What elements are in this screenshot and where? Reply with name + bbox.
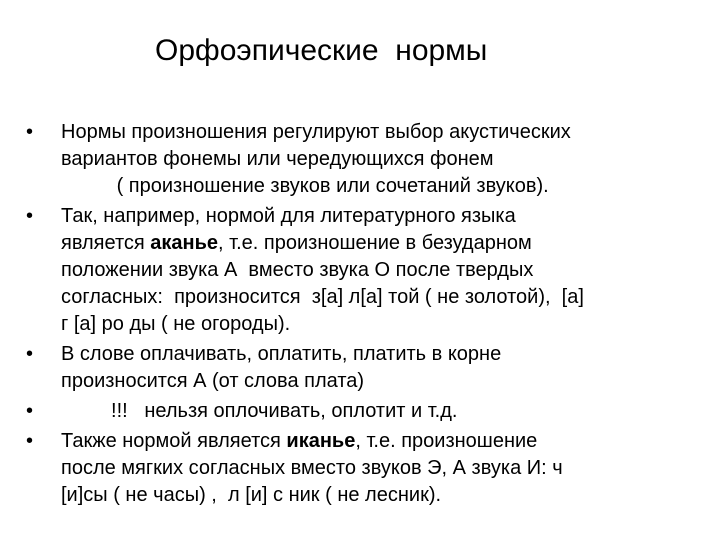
bullet-text-2 — [61, 203, 711, 338]
bullet-2-line-3: положении звука А вместо звука О после твердых — [61, 259, 534, 281]
term-ikanye: иканье — [286, 430, 356, 452]
bullet-2-line-2-prefix: является — [61, 232, 151, 254]
bullet-dot: • — [26, 400, 34, 422]
bullet-3-line-1: В слове оплачивать, оплатить, платить в корне — [61, 343, 502, 365]
bullet-text-4 — [61, 398, 711, 425]
bullet-5-line-3: [и]сы ( не часы) , л [и] с ник ( не лесник). — [61, 484, 442, 506]
bullet-5-line-1-suffix: , т.е. произношение — [355, 430, 538, 452]
bullet-1-line-2: вариантов фонемы или чередующихся фонем — [61, 148, 494, 170]
bullet-dot: • — [26, 121, 34, 143]
term-akanye: аканье — [150, 232, 219, 254]
bullet-dot: • — [26, 430, 34, 452]
bullet-3-line-2: произносится А (от слова плата) — [61, 370, 365, 392]
bullet-5-line-1-prefix: Также нормой является — [61, 430, 287, 452]
bullet-text-5 — [61, 428, 711, 509]
bullet-2-line-2-suffix: , т.е. произношение в безударном — [218, 232, 532, 254]
bullet-1-line-3: ( произношение звуков или сочетаний звуков). — [61, 175, 549, 197]
bullet-1-line-1: Нормы произношения регулируют выбор акустических — [61, 121, 571, 143]
bullet-5-line-2: после мягких согласных вместо звуков Э, А звука И: ч — [61, 457, 563, 479]
bullet-text-1 — [61, 119, 711, 200]
bullet-2-line-4: согласных: произносится з[а] л[а] той ( не золотой), [а] — [61, 286, 584, 308]
bullet-dot: • — [26, 343, 34, 365]
bullet-4-line-1: !!! нельзя оплочивать, оплотит и т.д. — [61, 400, 458, 422]
bullet-dot: • — [26, 205, 34, 227]
bullet-2-line-5: г [а] ро ды ( не огороды). — [61, 313, 291, 335]
slide-title: Орфоэпические нормы — [155, 34, 488, 67]
bullet-2-line-1: Так, например, нормой для литературного языка — [61, 205, 516, 227]
bullet-text-3 — [61, 341, 711, 395]
